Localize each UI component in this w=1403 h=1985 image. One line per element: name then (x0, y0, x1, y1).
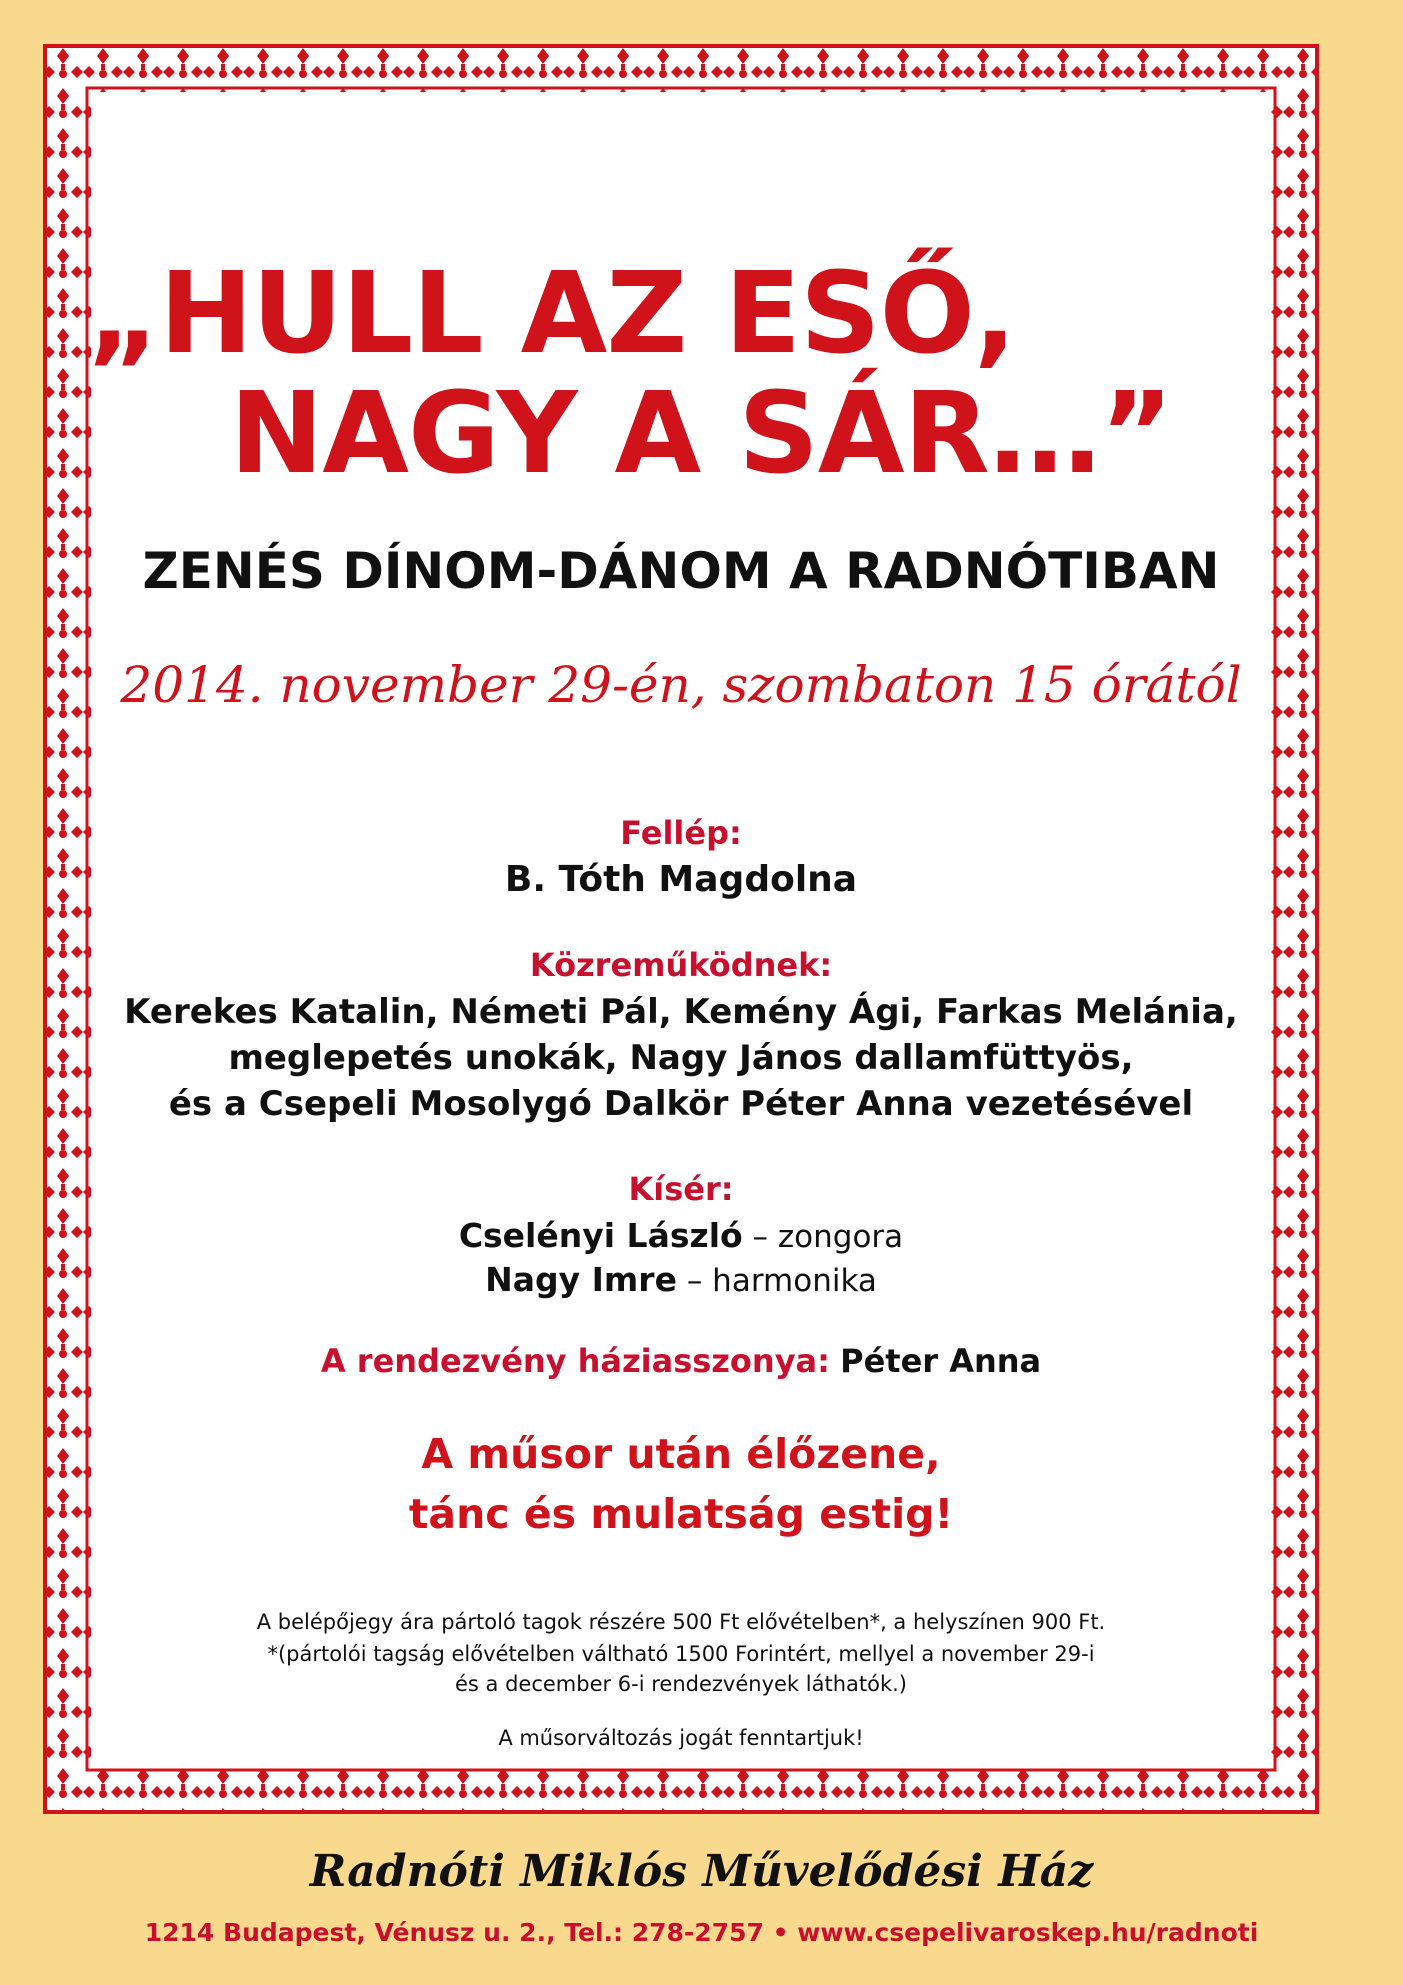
ticket-line-1: A belépőjegy ára pártoló tagok részére 500 Ft elővételben*, a helyszínen 900 Ft. (256, 1610, 1106, 1634)
host-name: Péter Anna (840, 1342, 1042, 1380)
venue-name: Radnóti Miklós Művelődési Ház (309, 1846, 1094, 1897)
poster-content (43, 44, 1319, 1814)
title-line-2: NAGY A SÁR…” (229, 369, 1173, 499)
poster-frame (43, 44, 1319, 1814)
performer-label: Fellép: (620, 814, 742, 852)
ticket-line-3: és a december 6-i rendezvények láthatók.) (454, 1672, 907, 1696)
venue-address: 1214 Budapest, Vénusz u. 2., Tel.: 278-2757 • www.csepelivaroskep.hu/radnoti (144, 1918, 1259, 1947)
title-line-1: „HULL AZ ESŐ, (86, 249, 1016, 379)
program-change-notice: A műsorváltozás jogát fenntartjuk! (498, 1726, 864, 1750)
accompany-name-2: Nagy Imre (485, 1260, 677, 1299)
after-line-2: tánc és mulatság estig! (408, 1490, 954, 1538)
subtitle: ZENÉS DÍNOM-DÁNOM A RADNÓTIBAN (142, 542, 1220, 600)
accompany-instrument-2: – harmonika (686, 1263, 877, 1299)
contributors-label: Közreműködnek: (529, 946, 833, 984)
host-row (43, 1342, 1319, 1380)
contributors-line-2: meglepetés unokák, Nagy János dallamfüttyös, (228, 1038, 1134, 1078)
accompany-label: Kísér: (628, 1170, 734, 1208)
accompany-row-2 (43, 1260, 1319, 1299)
after-line-1: A műsor után élőzene, (421, 1430, 941, 1478)
accompany-name-1: Cselényi László (458, 1216, 743, 1255)
event-date: 2014. november 29-én, szombaton 15 órától (120, 656, 1242, 714)
contributors-line-3: és a Csepeli Mosolygó Dalkör Péter Anna vezetésével (168, 1084, 1194, 1124)
ticket-line-2: *(pártolói tagság elővételben váltható 1500 Forintért, mellyel a november 29-i (267, 1642, 1095, 1666)
performer-name: B. Tóth Magdolna (504, 859, 858, 900)
host-label: A rendezvény háziasszonya: (320, 1342, 830, 1380)
accompany-row-1 (43, 1216, 1319, 1255)
contributors-line-1: Kerekes Katalin, Németi Pál, Kemény Ági, Farkas Melánia, (124, 992, 1238, 1032)
accompany-instrument-1: – zongora (752, 1219, 904, 1255)
